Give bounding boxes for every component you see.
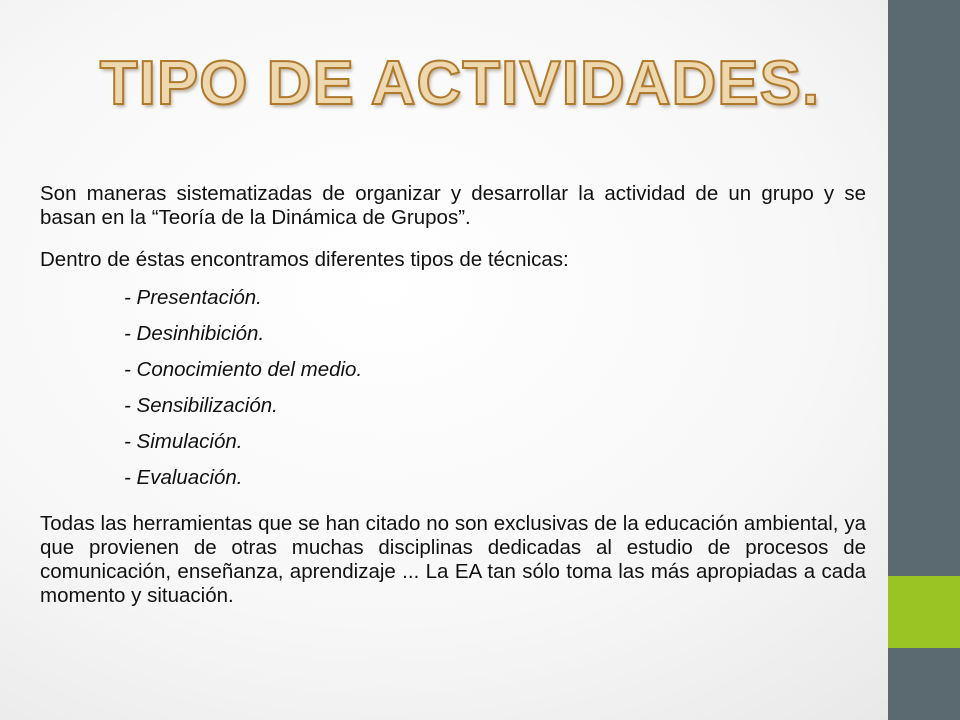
list-item: - Desinhibición. — [124, 322, 265, 345]
list-item: - Simulación. — [124, 430, 243, 453]
intro-paragraph: Son maneras sistematizadas de organizar y desarrollar la actividad de un grupo y se basan en la “Teoría de la Dinámica de Grupos”. — [40, 182, 866, 229]
accent-square — [888, 576, 960, 648]
techniques-intro: Dentro de éstas encontramos diferentes tipos de técnicas: — [40, 248, 569, 271]
list-item: - Evaluación. — [124, 466, 243, 489]
list-item: - Presentación. — [124, 286, 262, 309]
list-item: - Sensibilización. — [124, 394, 278, 417]
slide-title: TIPO DE ACTIVIDADES. — [99, 49, 821, 118]
techniques-list — [40, 280, 866, 496]
slide-body — [40, 182, 866, 608]
list-item: - Conocimiento del medio. — [124, 358, 363, 381]
closing-paragraph: Todas las herramientas que se han citado no son exclusivas de la educación ambiental, ya que provienen de otras muchas disciplinas dedicadas al estudio de procesos de comunicación, enseñanza, aprendizaje ... La EA tan sólo toma las más apropiadas a cada momento y situación. — [40, 512, 866, 607]
